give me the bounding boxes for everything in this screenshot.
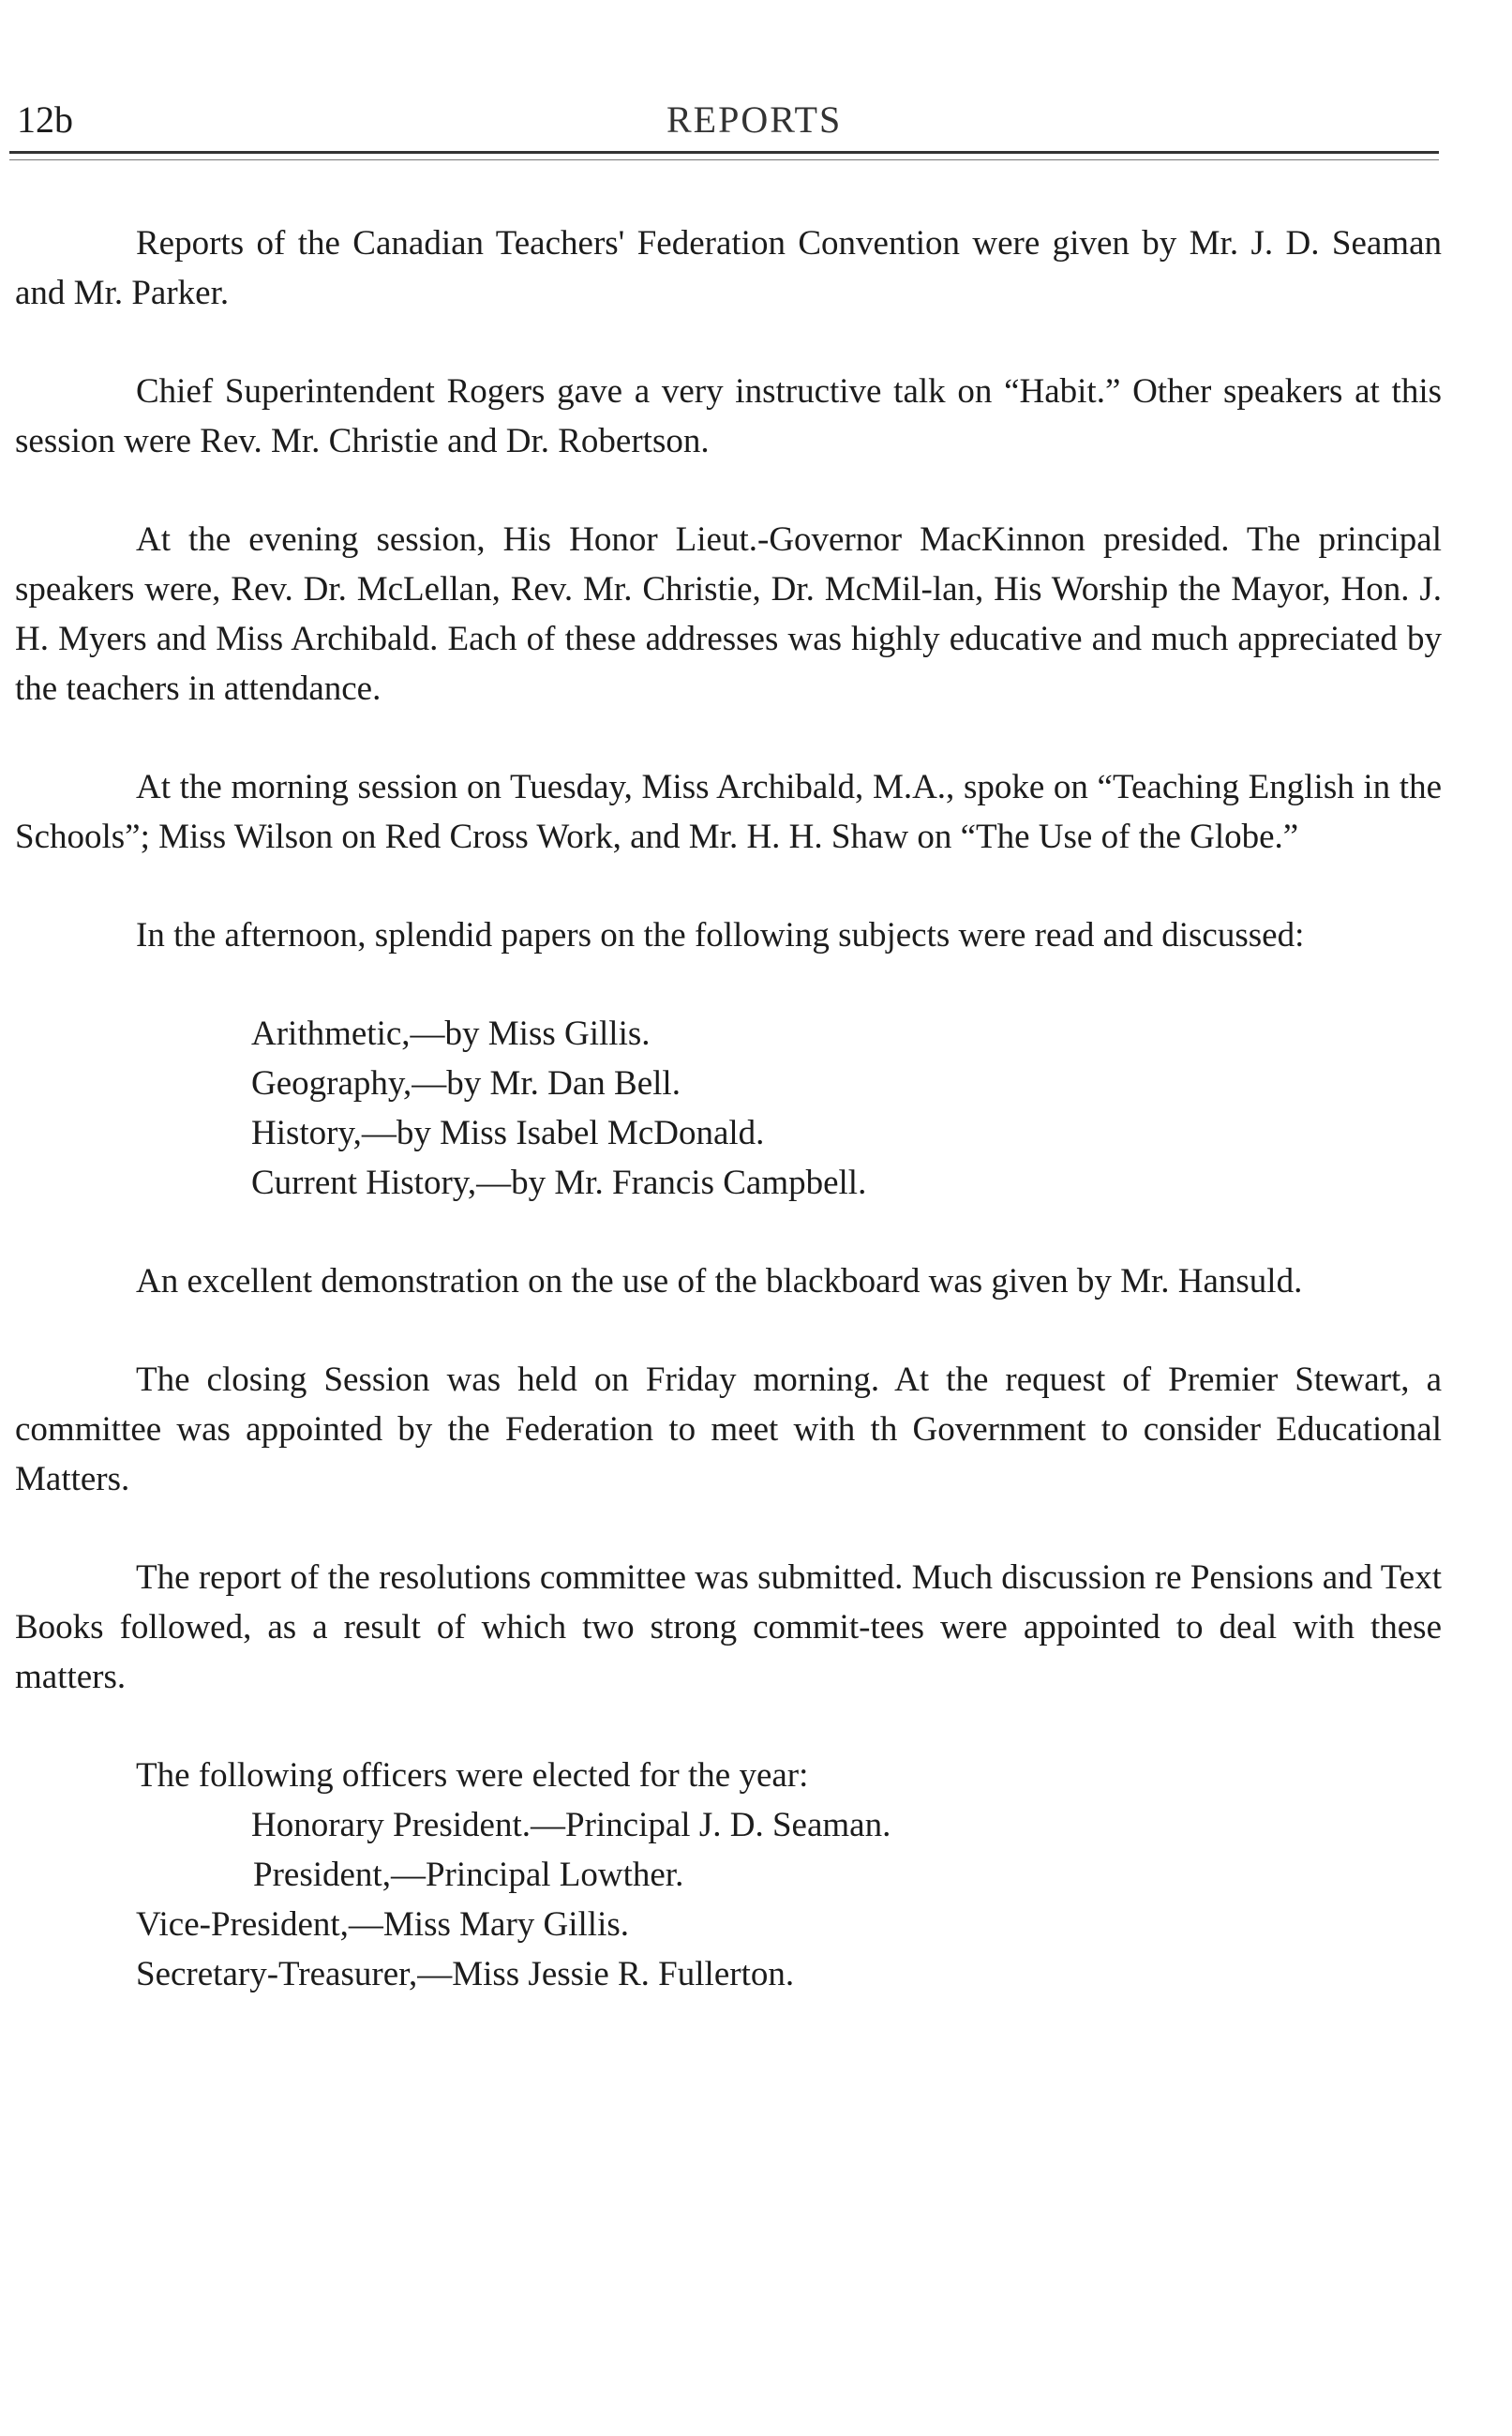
header-rule-thin (9, 159, 1439, 160)
header-rule (9, 151, 1439, 154)
list-item: Geography,—by Mr. Dan Bell. (251, 1064, 681, 1103)
paragraph-closing-session: The closing Session was held on Friday morning. At the request of Premier Stewart, a committee was appointed by the Federation to meet with th Government to consider Educational Matters. (15, 1361, 1442, 1498)
running-title: REPORTS (666, 98, 843, 141)
list-item: Arithmetic,—by Miss Gillis. (251, 1015, 651, 1053)
page-header (17, 97, 1437, 143)
officer-honorary-president: Honorary President.—Principal J. D. Seaman. (251, 1806, 891, 1844)
officer-president: President,—Principal Lowther. (253, 1856, 684, 1894)
subjects-list (15, 1009, 1442, 1208)
page-number: 12b (17, 98, 73, 141)
paragraph-evening-session: At the evening session, His Honor Lieut.-Governor MacKinnon presided. The principal speakers were, Rev. Dr. McLellan, Rev. Mr. Christie, Dr. McMil-lan, His Worship the Mayor, Hon. J. H. Myers and Miss Archibald. Each of these addresses was highly educative and much appreciated by the teachers in attendance. (15, 520, 1442, 708)
paragraph-federation-reports: Reports of the Canadian Teachers' Federation Convention were given by Mr. J. D. Seaman and Mr. Parker. (15, 224, 1442, 312)
report-body (15, 218, 1442, 1999)
paragraph-officers-intro: The following officers were elected for the year: (136, 1756, 809, 1795)
paragraph-afternoon-papers: In the afternoon, splendid papers on the following subjects were read and discussed: (136, 916, 1305, 955)
officer-vice-president: Vice-President,—Miss Mary Gillis. (136, 1905, 630, 1944)
officers-list (15, 1800, 1442, 1999)
officer-secretary-treasurer: Secretary-Treasurer,—Miss Jessie R. Fullerton. (136, 1955, 795, 1993)
paragraph-blackboard-demo: An excellent demonstration on the use of the blackboard was given by Mr. Hansuld. (136, 1262, 1303, 1301)
list-item: History,—by Miss Isabel McDonald. (251, 1114, 765, 1152)
paragraph-resolutions: The report of the resolutions committee was submitted. Much discussion re Pensions and Text Books followed, as a result of which two strong commit-tees were appointed to deal with these matters. (15, 1558, 1442, 1696)
paragraph-habit-talk: Chief Superintendent Rogers gave a very instructive talk on “Habit.” Other speakers at this session were Rev. Mr. Christie and Dr. Robertson. (15, 372, 1442, 460)
list-item: Current History,—by Mr. Francis Campbell. (251, 1164, 867, 1202)
paragraph-morning-session: At the morning session on Tuesday, Miss Archibald, M.A., spoke on “Teaching English in the Schools”; Miss Wilson on Red Cross Work, and Mr. H. H. Shaw on “The Use of the Globe.” (15, 768, 1442, 856)
